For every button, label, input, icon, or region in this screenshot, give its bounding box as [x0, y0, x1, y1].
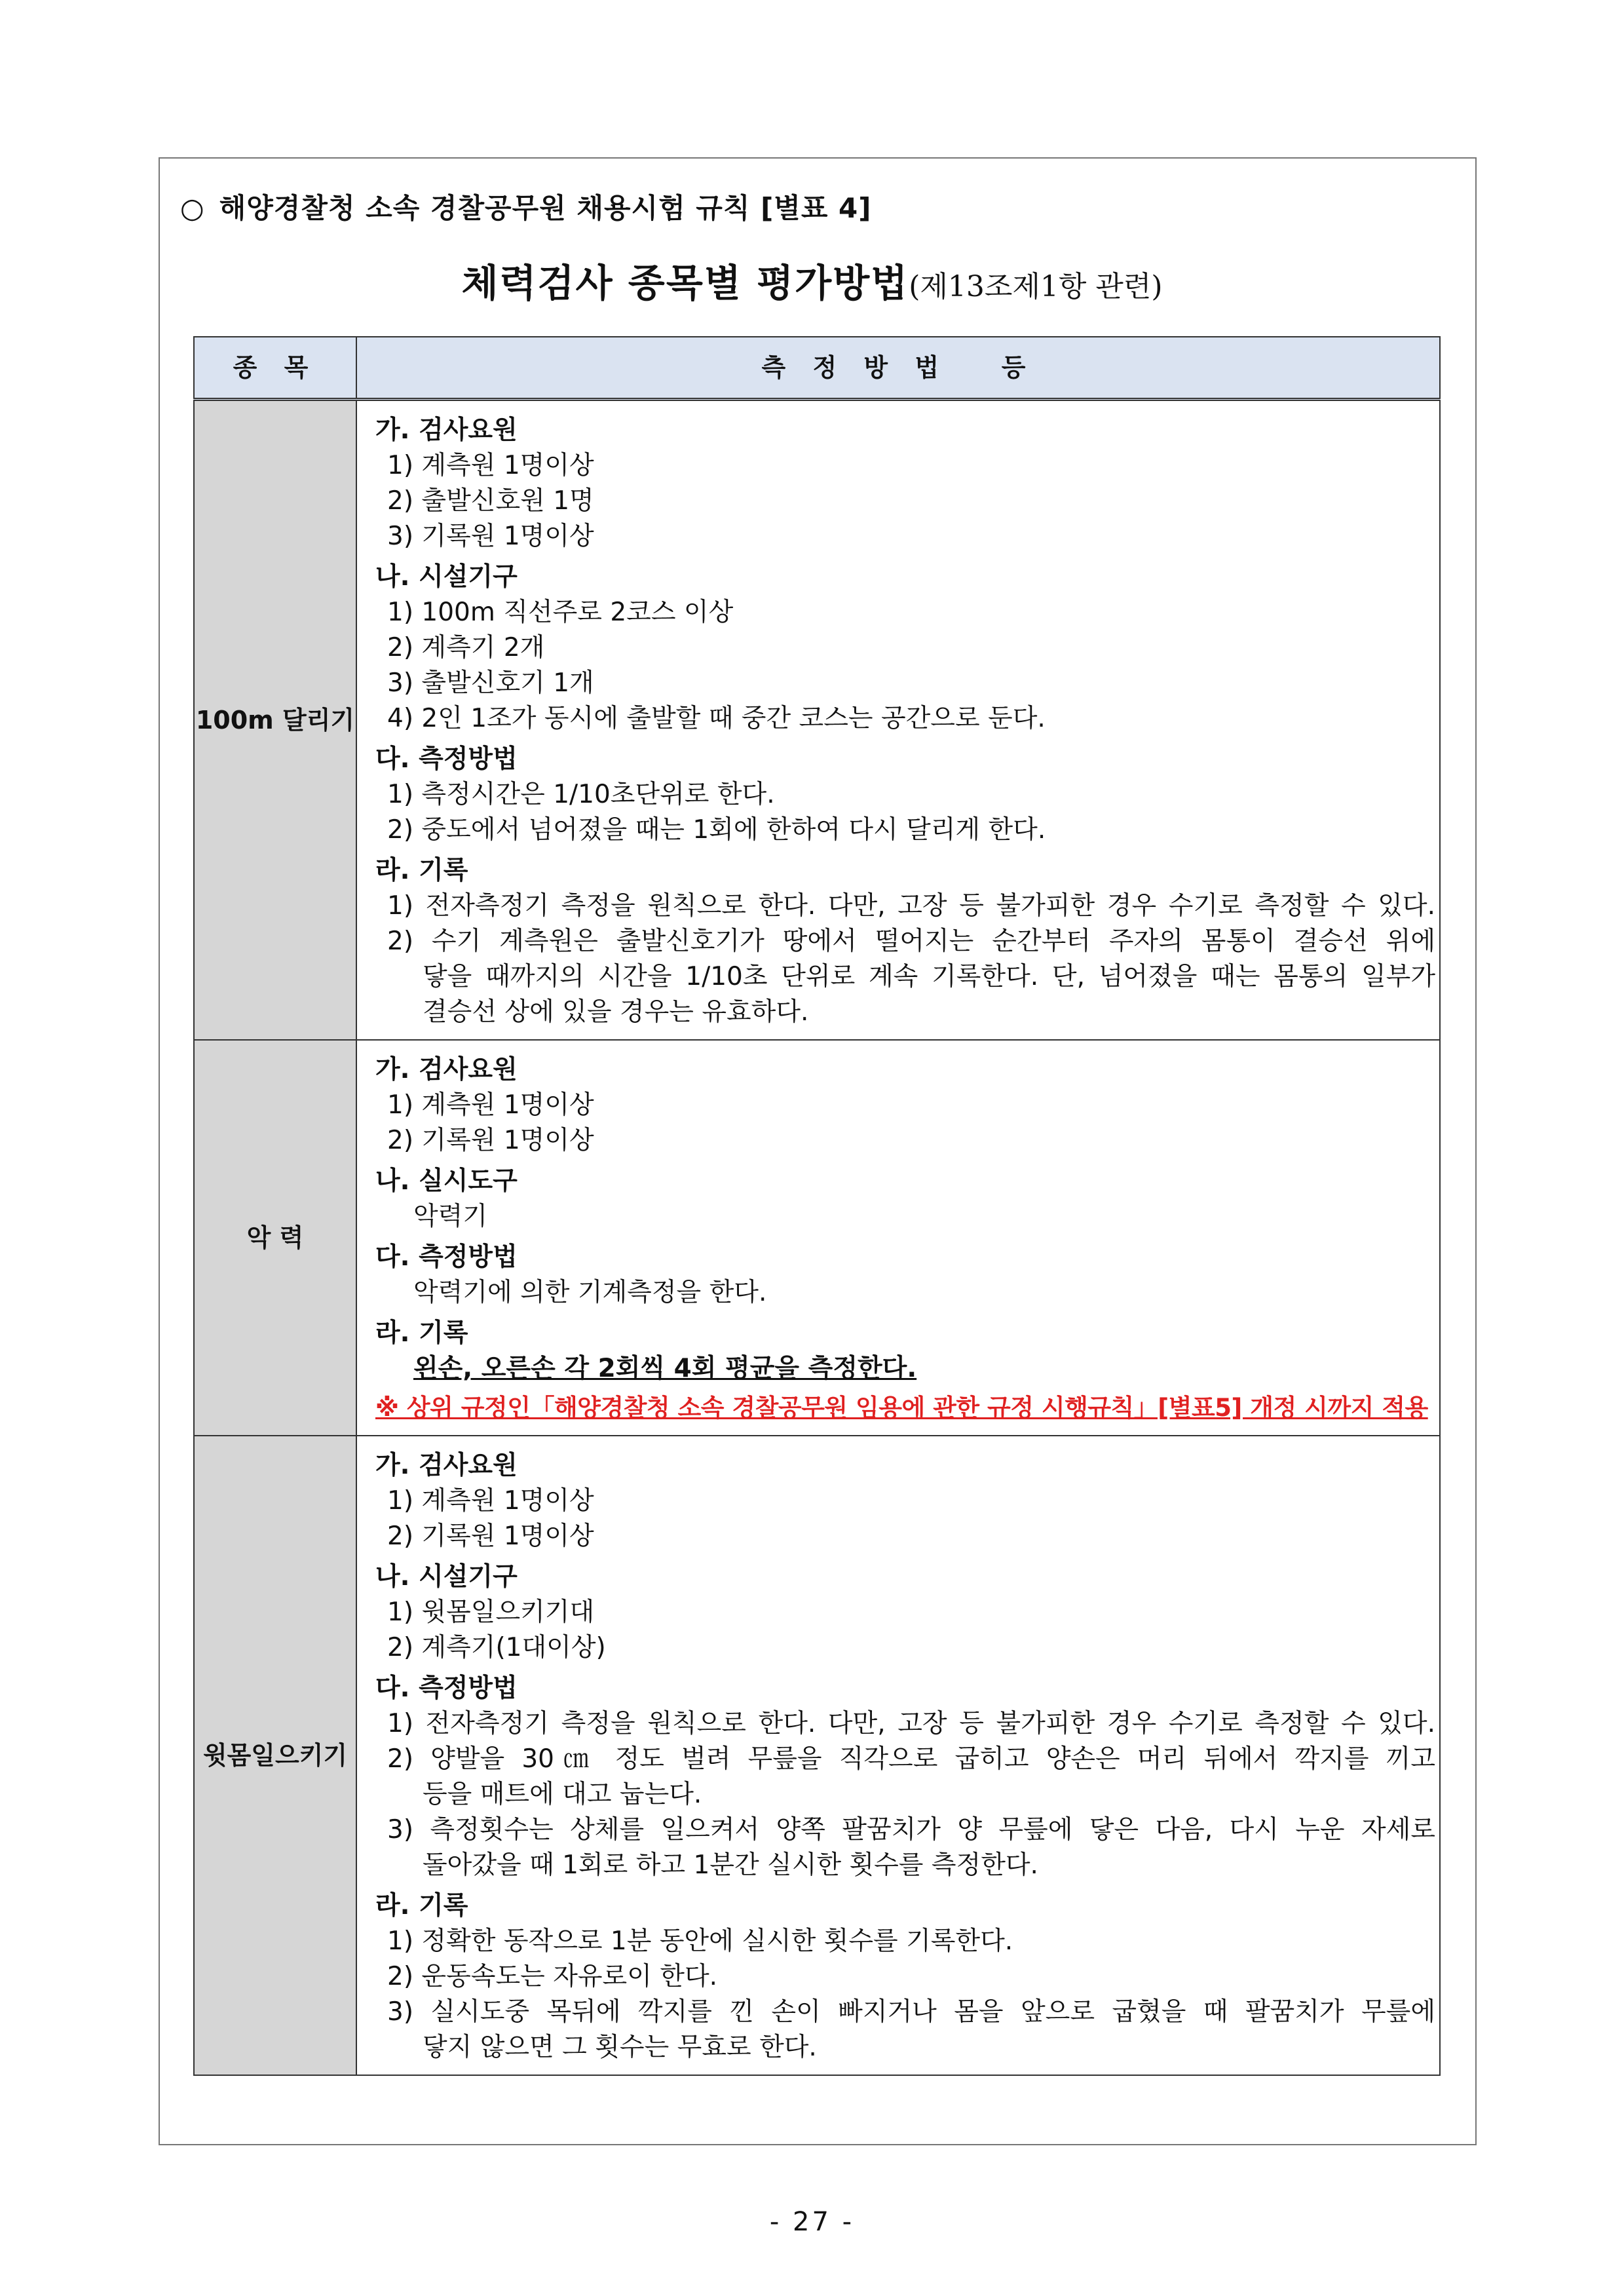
table-row: [194, 1436, 1440, 2075]
amendment-note: ※ 상위 규정인「해양경찰청 소속 경찰공무원 임용에 관한 규정 시행규칙」[별표5] 개정 시까지 적용: [375, 1394, 1428, 1422]
list-item: 2) 양발을 30㎝ 정도 벌려 무릎을 직각으로 굽히고 양손은 머리 뒤에서 깍지를 끼고: [387, 1744, 1435, 1774]
list-item: 1) 100m 직선주로 2코스 이상: [387, 598, 734, 627]
list-item: 3) 측정횟수는 상체를 일으켜서 양쪽 팔꿈치가 양 무릎에 닿은 다음, 다시 누운 자세로: [387, 1815, 1435, 1845]
list-item: 1) 전자측정기 측정을 원칙으로 한다. 다만, 고장 등 불가피한 경우 수기로 측정할 수 있다.: [387, 1709, 1435, 1738]
table-row: [194, 400, 1440, 1041]
heading-text: 해양경찰청 소속 경찰공무원 채용시험 규칙 [별표 4]: [219, 192, 872, 224]
list-item: 4) 2인 1조가 동시에 출발할 때 중간 코스는 공간으로 둔다.: [387, 704, 1046, 733]
section-title: 나. 시설기구: [375, 562, 518, 592]
item-cell: 윗몸일으키기: [194, 1436, 356, 2075]
section-title: 가. 검사요원: [375, 1451, 518, 1480]
list-item: 2) 수기 계측원은 출발신호기가 땅에서 떨어지는 순간부터 주자의 몸통이 결승선 위에: [387, 927, 1435, 956]
section-title: 나. 실시도구: [375, 1166, 518, 1196]
title-main: 체력검사 종목별 평가방법: [461, 261, 909, 305]
header-method: 측 정 방 법 등: [356, 337, 1440, 400]
heading-bullet: ○: [180, 192, 205, 224]
list-item: 2) 기록원 1명이상: [387, 1521, 594, 1551]
list-item: 1) 전자측정기 측정을 원칙으로 한다. 다만, 고장 등 불가피한 경우 수기로 측정할 수 있다.: [387, 891, 1435, 921]
method-cell: [356, 400, 1440, 1041]
list-item: 1) 측정시간은 1/10초단위로 한다.: [387, 780, 775, 809]
list-item: 3) 출발신호기 1개: [387, 668, 594, 698]
record-rule: 왼손, 오른손 각 2회씩 4회 평균을 측정한다.: [413, 1354, 917, 1383]
list-item: 2) 중도에서 넘어졌을 때는 1회에 한하여 다시 달리게 한다.: [387, 815, 1046, 845]
table-row: [194, 1040, 1440, 1436]
list-item: 2) 운동속도는 자유로이 한다.: [387, 1962, 718, 1991]
item-cell: 100m 달리기: [194, 400, 356, 1041]
title-sub: (제13조제1항 관련): [909, 270, 1163, 303]
list-item: 1) 계측원 1명이상: [387, 1090, 594, 1120]
list-item: 악력기에 의한 기계측정을 한다.: [413, 1278, 767, 1307]
section-title: 라. 기록: [375, 1891, 468, 1921]
list-item-continuation: 닿지 않으면 그 횟수는 무효로 한다.: [423, 2033, 817, 2062]
section-title: 다. 측정방법: [375, 744, 518, 774]
list-item: 3) 실시도중 목뒤에 깍지를 낀 손이 빠지거나 몸을 앞으로 굽혔을 때 팔꿈치가 무릎에: [387, 1997, 1435, 2027]
list-item: 2) 출발신호원 1명: [387, 486, 594, 516]
header-item: 종 목: [194, 337, 356, 400]
section-title: 다. 측정방법: [375, 1674, 518, 1703]
section-title: 가. 검사요원: [375, 1055, 518, 1084]
list-item: 2) 기록원 1명이상: [387, 1126, 594, 1155]
list-item-continuation: 닿을 때까지의 시간을 1/10초 단위로 계속 기록한다. 단, 넘어졌을 때는 몸통의 일부가: [423, 962, 1435, 991]
page-number: - 27 -: [769, 2207, 855, 2237]
list-item: 1) 윗몸일으키기대: [387, 1598, 595, 1627]
list-item: 1) 계측원 1명이상: [387, 1486, 594, 1516]
section-title: 라. 기록: [375, 1318, 468, 1348]
list-item-continuation: 등을 매트에 대고 눕는다.: [423, 1780, 702, 1809]
section-title: 라. 기록: [375, 856, 468, 885]
list-item: 2) 계측기(1대이상): [387, 1633, 606, 1662]
list-item-continuation: 돌아갔을 때 1회로 하고 1분간 실시한 횟수를 측정한다.: [423, 1850, 1038, 1880]
table-header-row: [194, 337, 1440, 400]
list-item: 3) 기록원 1명이상: [387, 522, 594, 551]
list-item: 1) 계측원 1명이상: [387, 451, 594, 480]
method-cell: [356, 1040, 1440, 1436]
list-item: 2) 계측기 2개: [387, 633, 545, 662]
list-item: 악력기: [413, 1202, 488, 1231]
list-item: 1) 정확한 동작으로 1분 동안에 실시한 횟수를 기록한다.: [387, 1926, 1013, 1956]
regulation-heading: [180, 187, 871, 226]
evaluation-table: [193, 336, 1441, 2076]
section-title: 가. 검사요원: [375, 415, 518, 445]
page-title: [0, 252, 1624, 307]
item-cell: 악 력: [194, 1040, 356, 1436]
section-title: 다. 측정방법: [375, 1242, 518, 1272]
section-title: 나. 시설기구: [375, 1562, 518, 1592]
list-item-continuation: 결승선 상에 있을 경우는 유효하다.: [423, 997, 809, 1027]
method-cell: [356, 1436, 1440, 2075]
